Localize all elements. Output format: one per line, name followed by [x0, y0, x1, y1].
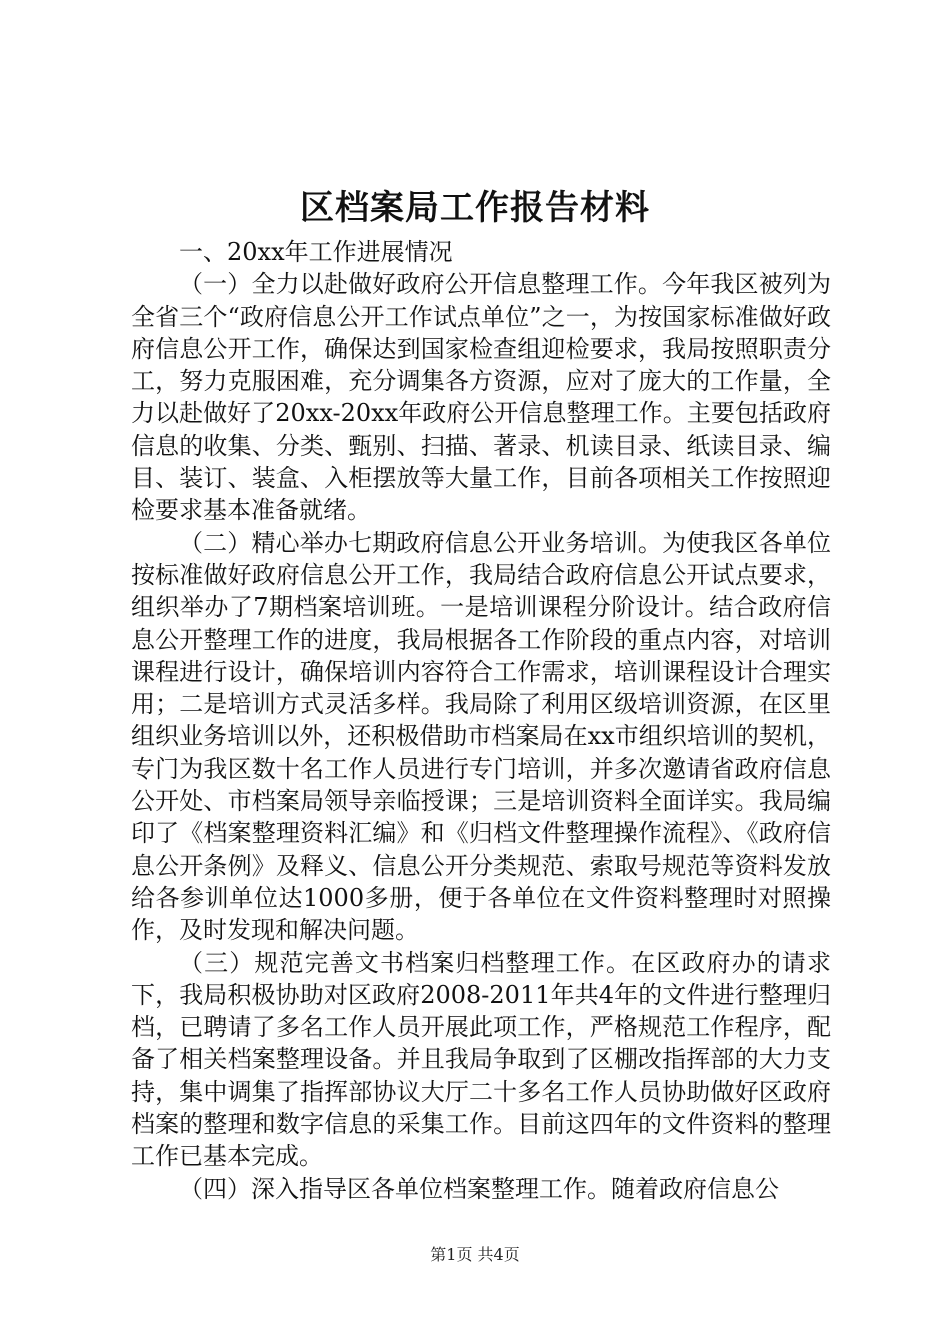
paragraph-1: （一）全力以赴做好政府公开信息整理工作。今年我区被列为全省三个“政府信息公开工作试点单位”之一，为按国家标准做好政府信息公开工作，确保达到国家检查组迎检要求，我局按照职责分工，努力克服困难，充分调集各方资源，应对了庞大的工作量，全力以赴做好了20xx-20xx年政府公开信息整理工作。主要包括政府信息的收集、分类、甄别、扫描、著录、机读目录、纸读目录、编目、装订、装盒、入柜摆放等大量工作，目前各项相关工作按照迎检要求基本准备就绪。	[131, 270, 831, 525]
page-footer: 第1页 共4页	[430, 1245, 520, 1264]
paragraph-4: （四）深入指导区各单位档案整理工作。随着政府信息公	[179, 1174, 779, 1203]
paragraph-3: （三）规范完善文书档案归档整理工作。在区政府办的请求下，我局积极协助对区政府2008-2011年共4年的文件进行整理归档，已聘请了多名工作人员开展此项工作，严格规范工作程序，配备了相关档案整理设备。并且我局争取到了区棚改指挥部的大力支持，集中调集了指挥部协议大厅二十多名工作人员协助做好区政府档案的整理和数字信息的采集工作。目前这四年的文件资料的整理工作已基本完成。	[131, 948, 831, 1171]
document-body	[131, 236, 831, 1205]
paragraph-2: （二）精心举办七期政府信息公开业务培训。为使我区各单位按标准做好政府信息公开工作，我局结合政府信息公开试点要求，组织举办了7期档案培训班。一是培训课程分阶设计。结合政府信息公开整理工作的进度，我局根据各工作阶段的重点内容，对培训课程进行设计，确保培训内容符合工作需求，培训课程设计合理实用；二是培训方式灵活多样。我局除了利用区级培训资源，在区里组织业务培训以外，还积极借助市档案局在xx市组织培训的契机，专门为我区数十名工作人员进行专门培训，并多次邀请省政府信息公开处、市档案局领导亲临授课；三是培训资料全面详实。我局编印了《档案整理资料汇编》和《归档文件整理操作流程》、《政府信息公开条例》及释义、信息公开分类规范、索取号规范等资料发放给各参训单位达1000多册，便于各单位在文件资料整理时对照操作，及时发现和解决问题。	[131, 528, 831, 945]
section-heading: 一、20xx年工作进展情况	[179, 238, 453, 266]
document-title: 区档案局工作报告材料	[300, 188, 650, 228]
